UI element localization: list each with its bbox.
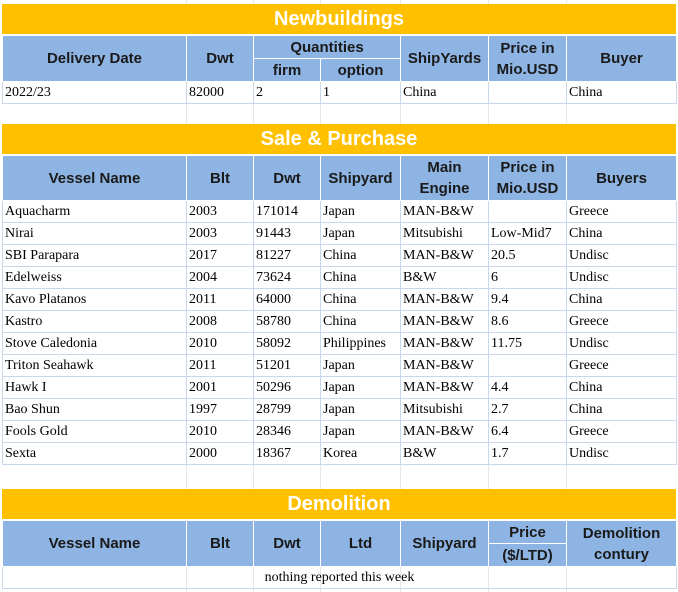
cell-shipyard: Japan [321, 421, 401, 443]
cell-price: 6 [489, 267, 567, 289]
cell-dwt: 58092 [254, 333, 321, 355]
cell-shipyard: Philippines [321, 333, 401, 355]
cell-engine: MAN-B&W [401, 289, 489, 311]
cell-price: 2.7 [489, 399, 567, 421]
col-header-shipyard: Shipyard [321, 156, 401, 201]
cell-price: 9.4 [489, 289, 567, 311]
cell-vessel: Fools Gold [3, 421, 187, 443]
col-header-blt: Blt [187, 156, 254, 201]
cell-buyers: Undisc [567, 443, 677, 465]
cell-blt: 2003 [187, 201, 254, 223]
cell-engine: MAN-B&W [401, 421, 489, 443]
cell-buyers: China [567, 223, 677, 245]
table-row [3, 267, 677, 289]
cell-dwt: 50296 [254, 377, 321, 399]
cell-dwt: 82000 [187, 82, 254, 104]
cell-engine: MAN-B&W [401, 355, 489, 377]
table-row [3, 421, 677, 443]
cell-blt: 2011 [187, 289, 254, 311]
cell-dwt: 64000 [254, 289, 321, 311]
cell-price [489, 201, 567, 223]
cell-buyers: Greece [567, 355, 677, 377]
cell-buyers: Greece [567, 311, 677, 333]
col-header-main-engine: Main Engine [401, 156, 489, 201]
cell-vessel: SBI Parapara [3, 245, 187, 267]
col-header-vessel-name: Vessel Name [3, 521, 187, 567]
col-header-shipyard: Shipyard [401, 521, 489, 567]
cell-dwt: 51201 [254, 355, 321, 377]
cell-dwt: 28346 [254, 421, 321, 443]
cell-vessel: Kavo Platanos [3, 289, 187, 311]
cell-shipyard: Japan [321, 223, 401, 245]
cell-buyers: China [567, 377, 677, 399]
cell-dwt: 18367 [254, 443, 321, 465]
cell-delivery-date: 2022/23 [3, 82, 187, 104]
cell-blt: 2011 [187, 355, 254, 377]
cell-price: 4.4 [489, 377, 567, 399]
cell-engine: B&W [401, 267, 489, 289]
cell-price: 8.6 [489, 311, 567, 333]
col-header-delivery-date: Delivery Date [3, 36, 187, 82]
cell-vessel: Hawk I [3, 377, 187, 399]
cell-price: 20.5 [489, 245, 567, 267]
table-row [3, 333, 677, 355]
col-header-buyer: Buyer [567, 36, 677, 82]
sale-purchase-title: Sale & Purchase [2, 124, 676, 155]
cell-price: Low-Mid7 [489, 223, 567, 245]
cell-engine: MAN-B&W [401, 377, 489, 399]
cell-dwt: 28799 [254, 399, 321, 421]
cell-engine: MAN-B&W [401, 333, 489, 355]
cell-engine: B&W [401, 443, 489, 465]
cell-engine: Mitsubishi [401, 223, 489, 245]
col-header-price: Price in Mio.USD [489, 36, 567, 82]
cell-vessel: Stove Caledonia [3, 333, 187, 355]
cell-shipyard: China [321, 267, 401, 289]
col-header-dwt: Dwt [254, 521, 321, 567]
cell-dwt: 58780 [254, 311, 321, 333]
cell-vessel: Nirai [3, 223, 187, 245]
cell-blt: 2004 [187, 267, 254, 289]
cell-vessel: Aquacharm [3, 201, 187, 223]
demolition-table [2, 520, 677, 589]
col-header-price: Price in Mio.USD [489, 156, 567, 201]
cell-engine: MAN-B&W [401, 311, 489, 333]
cell-vessel: Kastro [3, 311, 187, 333]
cell-dwt: 81227 [254, 245, 321, 267]
col-header-demolition-country: Demolition contury [567, 521, 677, 567]
cell-vessel: Sexta [3, 443, 187, 465]
col-header-firm: firm [254, 59, 321, 82]
cell-shipyard: China [321, 289, 401, 311]
col-header-dwt: Dwt [254, 156, 321, 201]
cell-vessel: Triton Seahawk [3, 355, 187, 377]
cell-engine: MAN-B&W [401, 245, 489, 267]
cell-shipyard: Japan [321, 355, 401, 377]
cell-buyers: China [567, 399, 677, 421]
cell-buyers: Greece [567, 421, 677, 443]
sale-purchase-table [2, 155, 677, 465]
cell-blt: 2010 [187, 333, 254, 355]
cell-engine: MAN-B&W [401, 201, 489, 223]
table-row [3, 82, 677, 104]
cell-price [489, 355, 567, 377]
cell-shipyard: Japan [321, 377, 401, 399]
cell-shipyard: Japan [321, 201, 401, 223]
cell-blt: 2010 [187, 421, 254, 443]
cell-buyers: Undisc [567, 245, 677, 267]
cell-price: 1.7 [489, 443, 567, 465]
cell-blt: 2017 [187, 245, 254, 267]
col-header-blt: Blt [187, 521, 254, 567]
table-row [3, 377, 677, 399]
cell-buyer: China [567, 82, 677, 104]
cell-vessel: Bao Shun [3, 399, 187, 421]
demolition-section [2, 489, 676, 589]
cell-dwt: 91443 [254, 223, 321, 245]
cell-price: 11.75 [489, 333, 567, 355]
table-row [3, 201, 677, 223]
cell-dwt: 73624 [254, 267, 321, 289]
cell-blt: 2001 [187, 377, 254, 399]
cell-blt: 2003 [187, 223, 254, 245]
cell-shipyards: China [401, 82, 489, 104]
cell-buyers: Undisc [567, 267, 677, 289]
table-row [3, 399, 677, 421]
cell-engine: Mitsubishi [401, 399, 489, 421]
newbuildings-section [2, 4, 676, 104]
cell-dwt: 171014 [254, 201, 321, 223]
cell-vessel: Edelweiss [3, 267, 187, 289]
demolition-title: Demolition [2, 489, 676, 520]
cell-buyers: China [567, 289, 677, 311]
cell-option: 1 [321, 82, 401, 104]
cell-blt: 2008 [187, 311, 254, 333]
table-row [3, 355, 677, 377]
col-header-quantities: Quantities [254, 36, 401, 59]
col-header-vessel-name: Vessel Name [3, 156, 187, 201]
cell-blt: 2000 [187, 443, 254, 465]
col-header-ltd: Ltd [321, 521, 401, 567]
cell-blt: 1997 [187, 399, 254, 421]
cell-shipyard: Japan [321, 399, 401, 421]
sale-purchase-section [2, 124, 676, 465]
col-header-dwt: Dwt [187, 36, 254, 82]
table-row [3, 245, 677, 267]
newbuildings-table [2, 35, 677, 104]
col-header-option: option [321, 59, 401, 82]
cell-buyers: Greece [567, 201, 677, 223]
cell-shipyard: China [321, 311, 401, 333]
newbuildings-title: Newbuildings [2, 4, 676, 35]
table-row [3, 289, 677, 311]
cell-shipyard: Korea [321, 443, 401, 465]
col-header-shipyards: ShipYards [401, 36, 489, 82]
col-header-buyers: Buyers [567, 156, 677, 201]
cell-price [489, 82, 567, 104]
table-row [3, 223, 677, 245]
cell-firm: 2 [254, 82, 321, 104]
table-row [3, 311, 677, 333]
col-header-price: Price [489, 521, 567, 544]
cell-price: 6.4 [489, 421, 567, 443]
demolition-note: nothing reported this week [3, 567, 677, 589]
col-header-price-unit: ($/LTD) [489, 544, 567, 567]
table-row [3, 443, 677, 465]
cell-shipyard: China [321, 245, 401, 267]
cell-buyers: Undisc [567, 333, 677, 355]
